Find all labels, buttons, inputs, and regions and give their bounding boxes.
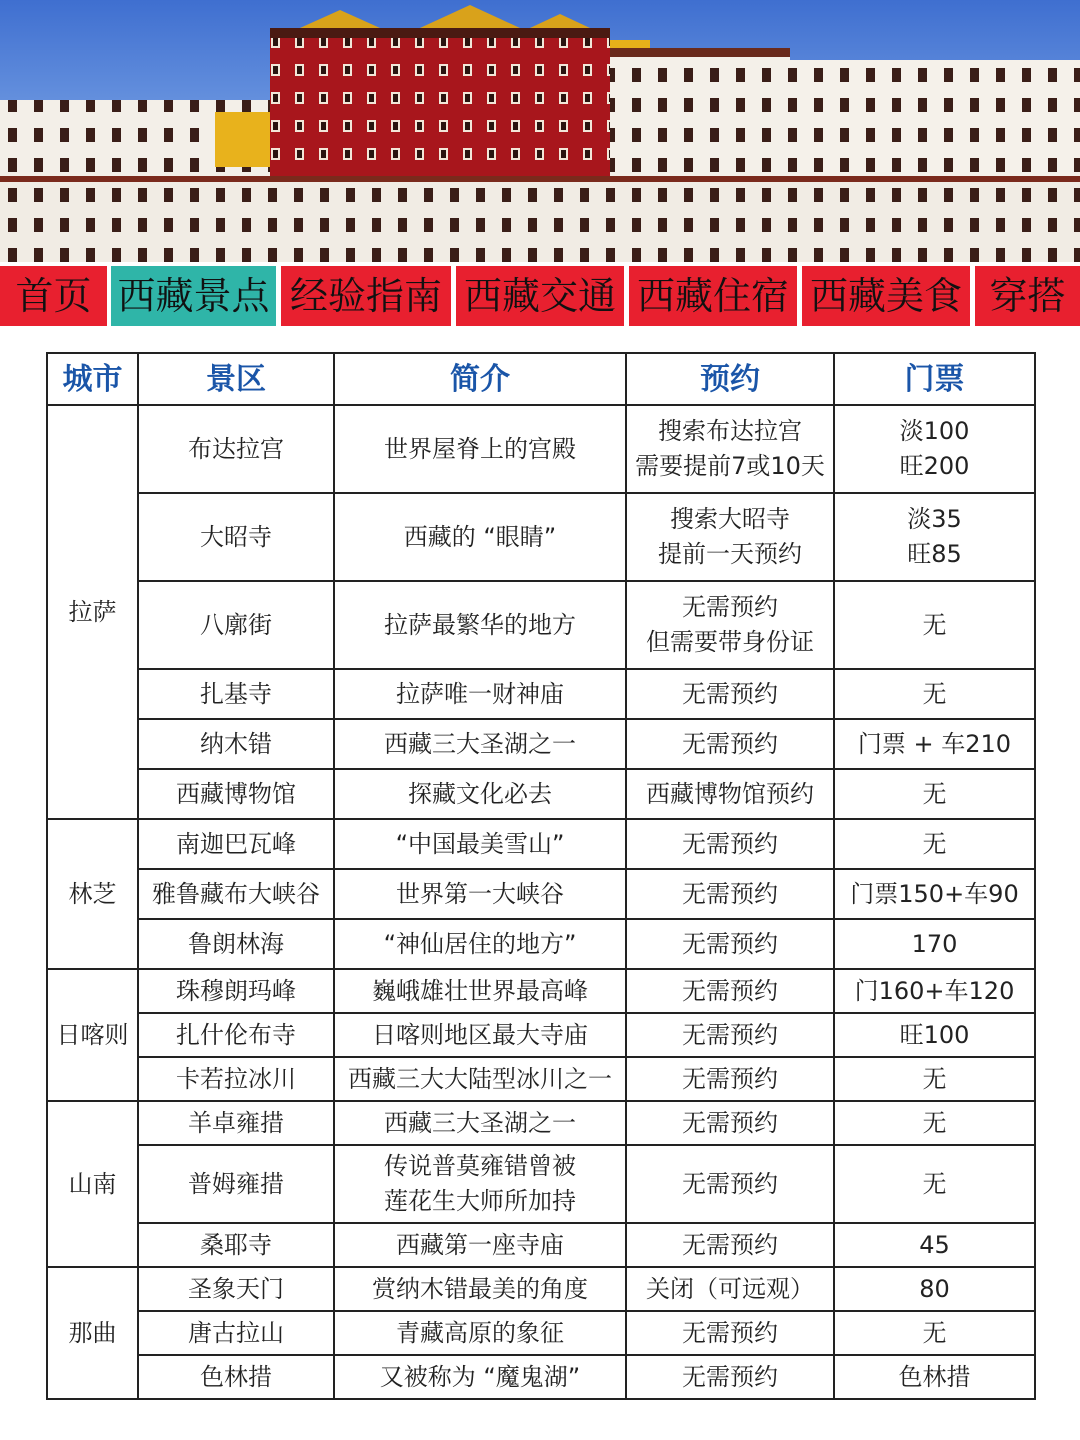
booking-line: 无需预约: [682, 1169, 778, 1198]
intro-line: 拉萨唯一财神庙: [396, 679, 564, 708]
ticket-cell: [834, 1145, 1035, 1223]
ticket-cell: [834, 1101, 1035, 1145]
table-header-row: [47, 353, 1035, 405]
header-city: 城市: [47, 353, 138, 405]
ticket-line: 淡100: [899, 417, 970, 445]
table-row: [47, 669, 1035, 719]
booking-line: 无需预约: [682, 976, 778, 1005]
ticket-line: 无: [922, 679, 947, 708]
table-row: [47, 769, 1035, 819]
intro-cell: [334, 1013, 626, 1057]
ticket-cell: [834, 1311, 1035, 1355]
table-row: [47, 919, 1035, 969]
site-cell: 圣象天门: [138, 1267, 334, 1311]
site-cell: 扎什伦布寺: [138, 1013, 334, 1057]
booking-line: 需要提前7或10天: [635, 452, 825, 480]
intro-line: “中国最美雪山”: [395, 829, 565, 858]
intro-line: 世界第一大峡谷: [396, 879, 564, 908]
site-cell: 八廓街: [138, 581, 334, 669]
ticket-line: 旺200: [899, 452, 970, 480]
table-row: [47, 581, 1035, 669]
ticket-line: 旺100: [899, 1020, 970, 1049]
table-row: [47, 1013, 1035, 1057]
intro-cell: [334, 969, 626, 1013]
intro-cell: [334, 405, 626, 493]
ticket-line: 无: [922, 829, 947, 858]
table-row: [47, 1267, 1035, 1311]
booking-line: 但需要带身份证: [646, 628, 814, 656]
booking-line: 搜索布达拉宫: [658, 417, 802, 445]
ticket-line: 无: [922, 610, 947, 639]
ticket-line: 色林措: [898, 1362, 971, 1391]
ticket-cell: [834, 669, 1035, 719]
ticket-line: 旺85: [907, 540, 962, 568]
table-row: [47, 1145, 1035, 1223]
intro-cell: [334, 581, 626, 669]
ticket-line: 淡35: [907, 505, 962, 533]
intro-line: 西藏三大圣湖之一: [384, 1108, 576, 1137]
site-cell: 大昭寺: [138, 493, 334, 581]
ticket-line: 170: [911, 929, 958, 958]
booking-line: 无需预约: [682, 729, 778, 758]
intro-line: “神仙居住的地方”: [383, 929, 577, 958]
intro-cell: [334, 1355, 626, 1399]
booking-cell: [626, 1223, 834, 1267]
potala-palace-illustration: [0, 0, 1080, 262]
intro-cell: [334, 1101, 626, 1145]
intro-line: 世界屋脊上的宫殿: [384, 434, 576, 463]
tab-tibet-food[interactable]: 西藏美食: [802, 266, 970, 326]
site-cell: 纳木错: [138, 719, 334, 769]
intro-line: 赏纳木错最美的角度: [372, 1274, 588, 1303]
intro-line: 探藏文化必去: [408, 779, 552, 808]
site-cell: 桑耶寺: [138, 1223, 334, 1267]
booking-line: 无需预约: [682, 1064, 778, 1093]
ticket-line: 门票150+车90: [850, 879, 1019, 908]
intro-cell: [334, 819, 626, 869]
site-cell: 南迦巴瓦峰: [138, 819, 334, 869]
table-row: [47, 719, 1035, 769]
header-booking: 预约: [626, 353, 834, 405]
site-cell: 扎基寺: [138, 669, 334, 719]
city-cell: 那曲: [47, 1267, 138, 1399]
hero-image-potala-palace: [0, 0, 1080, 262]
ticket-cell: [834, 719, 1035, 769]
tab-outfits[interactable]: 穿搭: [975, 266, 1080, 326]
header-site: 景区: [138, 353, 334, 405]
ticket-line: 门160+车120: [854, 976, 1015, 1005]
table-row: [47, 1101, 1035, 1145]
intro-line: 又被称为 “魔鬼湖”: [379, 1362, 581, 1391]
intro-cell: [334, 1057, 626, 1101]
top-nav: [0, 262, 1080, 328]
intro-cell: [334, 919, 626, 969]
site-cell: 西藏博物馆: [138, 769, 334, 819]
ticket-cell: [834, 919, 1035, 969]
intro-cell: [334, 493, 626, 581]
ticket-line: 80: [919, 1274, 950, 1303]
intro-cell: [334, 669, 626, 719]
booking-cell: [626, 1355, 834, 1399]
intro-line: 青藏高原的象征: [396, 1318, 564, 1347]
booking-cell: [626, 493, 834, 581]
booking-line: 西藏博物馆预约: [646, 779, 814, 808]
booking-line: 无需预约: [682, 1108, 778, 1137]
booking-line: 无需预约: [682, 829, 778, 858]
ticket-cell: [834, 493, 1035, 581]
site-cell: 鲁朗林海: [138, 919, 334, 969]
table-row: [47, 969, 1035, 1013]
city-cell: 山南: [47, 1101, 138, 1267]
intro-line: 日喀则地区最大寺庙: [372, 1020, 588, 1049]
table-row: [47, 1223, 1035, 1267]
booking-cell: [626, 819, 834, 869]
booking-cell: [626, 969, 834, 1013]
booking-cell: [626, 1267, 834, 1311]
site-cell: 卡若拉冰川: [138, 1057, 334, 1101]
site-cell: 普姆雍措: [138, 1145, 334, 1223]
site-cell: 布达拉宫: [138, 405, 334, 493]
booking-cell: [626, 581, 834, 669]
tab-tibet-lodging[interactable]: 西藏住宿: [629, 266, 797, 326]
intro-line: 西藏第一座寺庙: [396, 1230, 564, 1259]
ticket-line: 无: [922, 1108, 947, 1137]
intro-line: 西藏的 “眼睛”: [403, 522, 557, 551]
attractions-table: [46, 352, 1034, 1399]
tab-tibet-attractions[interactable]: 西藏景点: [111, 266, 276, 326]
table-row: [47, 405, 1035, 493]
booking-cell: [626, 405, 834, 493]
booking-line: 无需预约: [682, 929, 778, 958]
site-cell: 唐古拉山: [138, 1311, 334, 1355]
booking-line: 无需预约: [682, 679, 778, 708]
ticket-cell: [834, 819, 1035, 869]
ticket-line: 无: [922, 1064, 947, 1093]
site-cell: 羊卓雍措: [138, 1101, 334, 1145]
booking-line: 无需预约: [682, 1230, 778, 1259]
ticket-line: 无: [922, 1318, 947, 1347]
ticket-cell: [834, 405, 1035, 493]
intro-line: 拉萨最繁华的地方: [384, 610, 576, 639]
ticket-cell: [834, 1013, 1035, 1057]
booking-cell: [626, 1057, 834, 1101]
table-row: [47, 1355, 1035, 1399]
ticket-cell: [834, 969, 1035, 1013]
ticket-cell: [834, 1355, 1035, 1399]
booking-cell: [626, 919, 834, 969]
booking-line: 无需预约: [682, 1318, 778, 1347]
booking-line: 无需预约: [682, 1362, 778, 1391]
intro-cell: [334, 1311, 626, 1355]
table-row: [47, 1057, 1035, 1101]
tab-home[interactable]: 首页: [0, 266, 107, 326]
table-body: [47, 405, 1035, 1399]
tab-experience-guide[interactable]: 经验指南: [281, 266, 451, 326]
booking-cell: [626, 1145, 834, 1223]
intro-line: 西藏三大大陆型冰川之一: [348, 1064, 612, 1093]
ticket-cell: [834, 581, 1035, 669]
booking-line: 无需预约: [682, 1020, 778, 1049]
booking-cell: [626, 719, 834, 769]
table-row: [47, 869, 1035, 919]
intro-cell: [334, 869, 626, 919]
intro-cell: [334, 1145, 626, 1223]
intro-cell: [334, 719, 626, 769]
booking-cell: [626, 1101, 834, 1145]
intro-line: 莲花生大师所加持: [384, 1187, 576, 1215]
booking-line: 无需预约: [682, 879, 778, 908]
booking-cell: [626, 1013, 834, 1057]
ticket-line: 门票 + 车210: [857, 729, 1012, 758]
city-cell: 林芝: [47, 819, 138, 969]
booking-line: 关闭（可远观）: [646, 1274, 814, 1303]
ticket-cell: [834, 769, 1035, 819]
booking-cell: [626, 1311, 834, 1355]
table-row: [47, 493, 1035, 581]
ticket-cell: [834, 1223, 1035, 1267]
header-ticket: 门票: [834, 353, 1035, 405]
ticket-cell: [834, 1267, 1035, 1311]
city-cell: 拉萨: [47, 405, 138, 819]
intro-cell: [334, 1267, 626, 1311]
booking-line: 无需预约: [682, 593, 778, 621]
site-cell: 珠穆朗玛峰: [138, 969, 334, 1013]
ticket-cell: [834, 869, 1035, 919]
tab-tibet-transport[interactable]: 西藏交通: [456, 266, 624, 326]
header-intro: 简介: [334, 353, 626, 405]
intro-cell: [334, 1223, 626, 1267]
intro-line: 西藏三大圣湖之一: [384, 729, 576, 758]
booking-cell: [626, 869, 834, 919]
booking-cell: [626, 769, 834, 819]
table-row: [47, 1311, 1035, 1355]
intro-cell: [334, 769, 626, 819]
intro-line: 传说普莫雍错曾被: [384, 1152, 576, 1180]
ticket-cell: [834, 1057, 1035, 1101]
table-row: [47, 819, 1035, 869]
site-cell: 雅鲁藏布大峡谷: [138, 869, 334, 919]
ticket-line: 无: [922, 779, 947, 808]
ticket-line: 无: [922, 1169, 947, 1198]
booking-cell: [626, 669, 834, 719]
booking-line: 提前一天预约: [658, 540, 802, 568]
intro-line: 巍峨雄壮世界最高峰: [372, 976, 588, 1005]
site-cell: 色林措: [138, 1355, 334, 1399]
ticket-line: 45: [919, 1230, 950, 1259]
booking-line: 搜索大昭寺: [670, 505, 790, 533]
city-cell: 日喀则: [47, 969, 138, 1101]
